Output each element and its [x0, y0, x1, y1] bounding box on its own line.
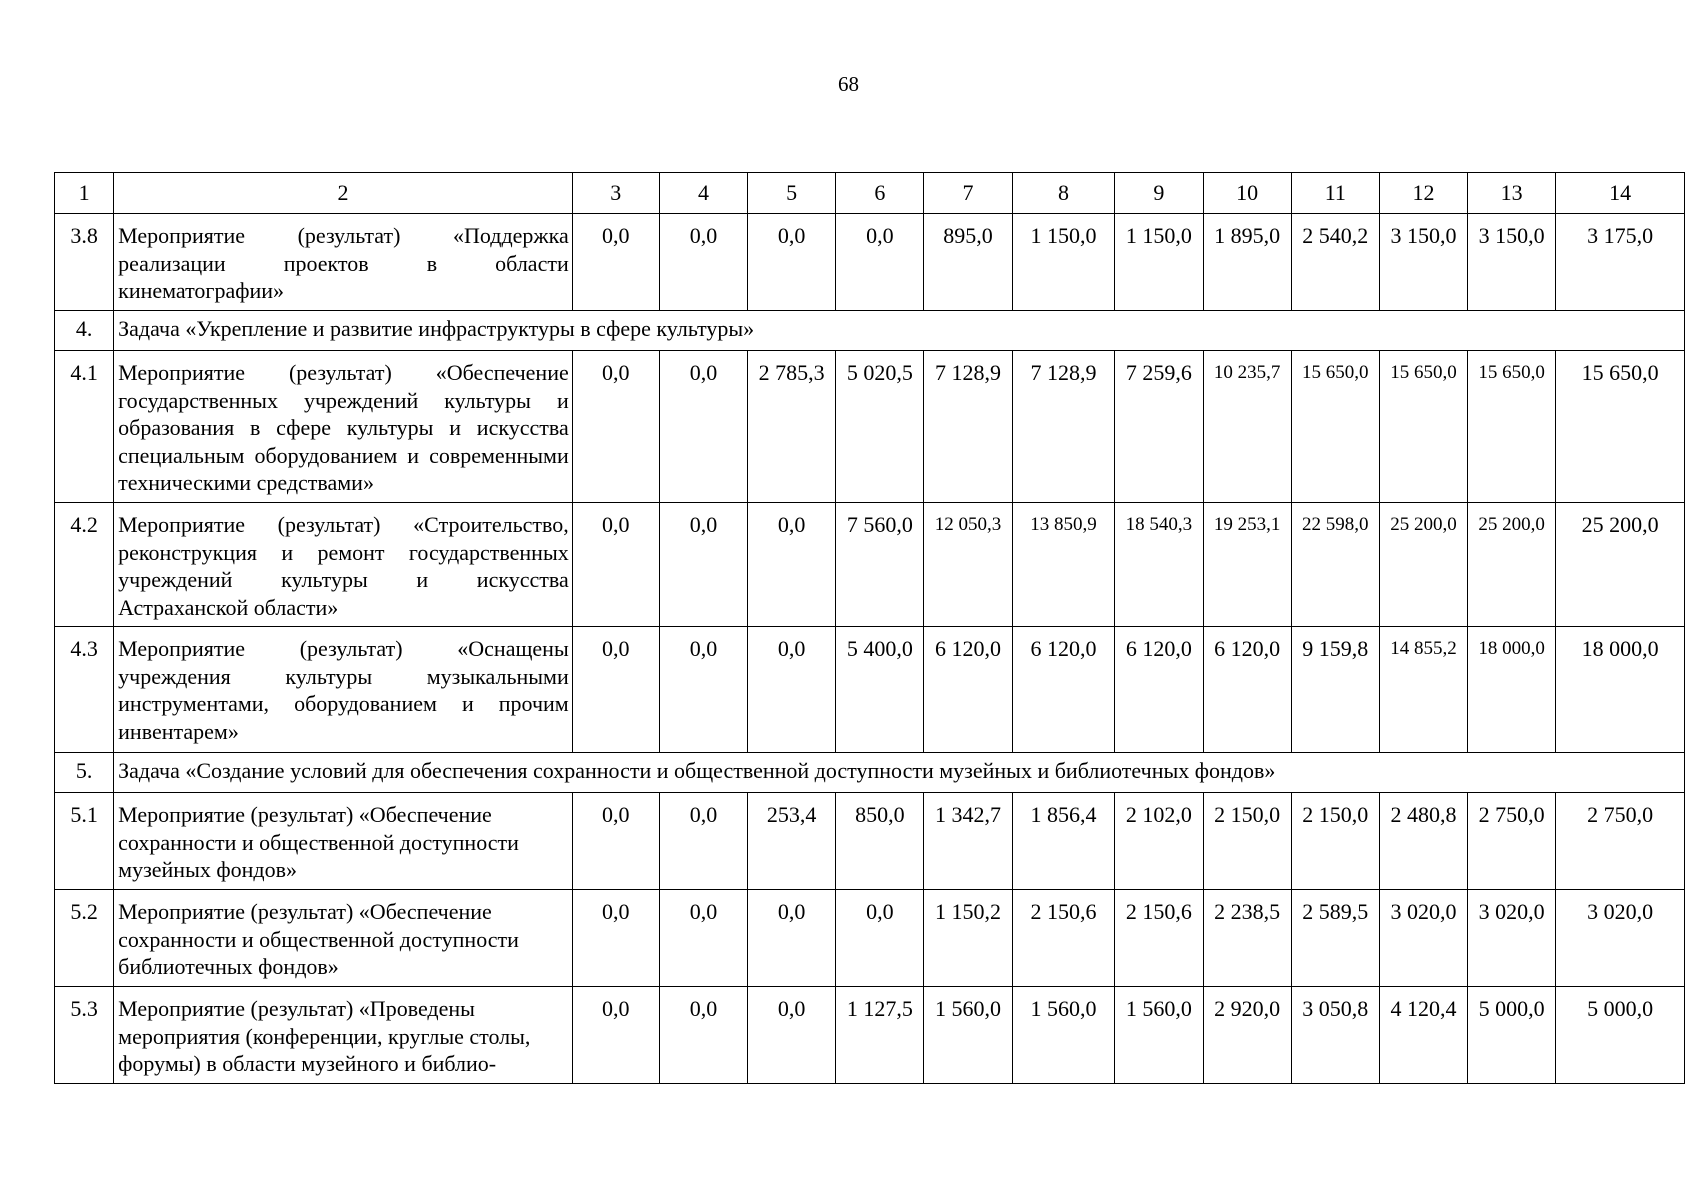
value-cell: 1 150,0 [1012, 214, 1115, 311]
value-cell: 2 150,0 [1291, 793, 1379, 890]
value-cell: 19 253,1 [1203, 503, 1291, 627]
value-cell: 0,0 [748, 987, 836, 1084]
row-description: Мероприятие (результат) «Оснащены учреждения культуры музыкальными инструментами, оборудованием и прочим инвентарем» [114, 627, 573, 753]
value-cell: 2 102,0 [1115, 793, 1203, 890]
value-cell: 0,0 [836, 214, 924, 311]
table-row [55, 890, 1685, 987]
row-number: 4.2 [55, 503, 114, 627]
value-cell: 6 120,0 [1012, 627, 1115, 753]
value-cell: 14 855,2 [1379, 627, 1467, 753]
value-cell: 0,0 [659, 890, 747, 987]
value-cell: 3 020,0 [1468, 890, 1556, 987]
task-title: Задача «Укрепление и развитие инфраструктуры в сфере культуры» [114, 311, 1685, 351]
value-cell: 3 050,8 [1291, 987, 1379, 1084]
value-cell: 0,0 [572, 890, 659, 987]
column-number: 8 [1012, 173, 1115, 214]
table-row [55, 793, 1685, 890]
column-number: 2 [114, 173, 573, 214]
column-number: 4 [659, 173, 747, 214]
value-cell: 1 856,4 [1012, 793, 1115, 890]
value-cell: 2 785,3 [748, 351, 836, 503]
value-cell: 3 020,0 [1379, 890, 1467, 987]
row-description: Мероприятие (результат) «Строительство, реконструкция и ремонт государственных учреждений культуры и искусства Астраханской области» [114, 503, 573, 627]
row-number: 5.1 [55, 793, 114, 890]
table-row [55, 987, 1685, 1084]
row-number: 3.8 [55, 214, 114, 311]
value-cell: 2 238,5 [1203, 890, 1291, 987]
value-cell: 13 850,9 [1012, 503, 1115, 627]
row-number: 4.3 [55, 627, 114, 753]
value-cell: 0,0 [572, 627, 659, 753]
value-cell: 0,0 [836, 890, 924, 987]
value-cell: 0,0 [748, 214, 836, 311]
value-cell: 0,0 [572, 793, 659, 890]
row-description: Мероприятие (результат) «Обеспечение государственных учреждений культуры и образования в сфере культуры и искусства специальным оборудованием и современными техническими средствами» [114, 351, 573, 503]
value-cell: 12 050,3 [924, 503, 1012, 627]
value-cell: 1 150,0 [1115, 214, 1203, 311]
value-cell: 3 020,0 [1556, 890, 1685, 987]
value-cell: 7 128,9 [924, 351, 1012, 503]
value-cell: 6 120,0 [924, 627, 1012, 753]
value-cell: 2 480,8 [1379, 793, 1467, 890]
table-row [55, 351, 1685, 503]
value-cell: 0,0 [572, 214, 659, 311]
column-number: 12 [1379, 173, 1467, 214]
value-cell: 2 540,2 [1291, 214, 1379, 311]
task-row [55, 311, 1685, 351]
value-cell: 0,0 [748, 503, 836, 627]
table-row [55, 503, 1685, 627]
value-cell: 2 589,5 [1291, 890, 1379, 987]
value-cell: 1 560,0 [924, 987, 1012, 1084]
column-number-row [55, 173, 1685, 214]
row-description: Мероприятие (результат) «Поддержка реализации проектов в области кинематографии» [114, 214, 573, 311]
row-number: 5.3 [55, 987, 114, 1084]
value-cell: 25 200,0 [1468, 503, 1556, 627]
budget-table [54, 172, 1685, 1084]
row-description: Мероприятие (результат) «Проведены мероприятия (конференции, круглые столы, форумы) в области музейного и библио- [114, 987, 573, 1084]
value-cell: 15 650,0 [1468, 351, 1556, 503]
value-cell: 15 650,0 [1379, 351, 1467, 503]
value-cell: 0,0 [572, 351, 659, 503]
value-cell: 25 200,0 [1379, 503, 1467, 627]
value-cell: 0,0 [659, 793, 747, 890]
value-cell: 0,0 [659, 503, 747, 627]
column-number: 9 [1115, 173, 1203, 214]
value-cell: 18 000,0 [1468, 627, 1556, 753]
value-cell: 2 150,0 [1203, 793, 1291, 890]
value-cell: 0,0 [572, 987, 659, 1084]
value-cell: 15 650,0 [1556, 351, 1685, 503]
row-number: 5. [55, 753, 114, 793]
value-cell: 6 120,0 [1115, 627, 1203, 753]
row-description: Мероприятие (результат) «Обеспечение сохранности и общественной доступности библиотечных фондов» [114, 890, 573, 987]
row-description: Мероприятие (результат) «Обеспечение сохранности и общественной доступности музейных фондов» [114, 793, 573, 890]
value-cell: 10 235,7 [1203, 351, 1291, 503]
task-title: Задача «Создание условий для обеспечения сохранности и общественной доступности музейных и библиотечных фондов» [114, 753, 1685, 793]
column-number: 3 [572, 173, 659, 214]
value-cell: 5 000,0 [1556, 987, 1685, 1084]
row-number: 4. [55, 311, 114, 351]
value-cell: 6 120,0 [1203, 627, 1291, 753]
value-cell: 2 750,0 [1468, 793, 1556, 890]
column-number: 6 [836, 173, 924, 214]
value-cell: 7 560,0 [836, 503, 924, 627]
row-number: 4.1 [55, 351, 114, 503]
value-cell: 850,0 [836, 793, 924, 890]
value-cell: 0,0 [659, 351, 747, 503]
value-cell: 3 175,0 [1556, 214, 1685, 311]
value-cell: 895,0 [924, 214, 1012, 311]
value-cell: 1 342,7 [924, 793, 1012, 890]
value-cell: 15 650,0 [1291, 351, 1379, 503]
value-cell: 25 200,0 [1556, 503, 1685, 627]
value-cell: 9 159,8 [1291, 627, 1379, 753]
column-number: 7 [924, 173, 1012, 214]
value-cell: 7 128,9 [1012, 351, 1115, 503]
value-cell: 0,0 [659, 214, 747, 311]
table-row [55, 214, 1685, 311]
value-cell: 0,0 [748, 627, 836, 753]
value-cell: 1 127,5 [836, 987, 924, 1084]
value-cell: 4 120,4 [1379, 987, 1467, 1084]
value-cell: 18 000,0 [1556, 627, 1685, 753]
value-cell: 5 400,0 [836, 627, 924, 753]
column-number: 13 [1468, 173, 1556, 214]
column-number: 14 [1556, 173, 1685, 214]
value-cell: 1 560,0 [1115, 987, 1203, 1084]
column-number: 11 [1291, 173, 1379, 214]
value-cell: 1 150,2 [924, 890, 1012, 987]
value-cell: 1 895,0 [1203, 214, 1291, 311]
value-cell: 3 150,0 [1468, 214, 1556, 311]
value-cell: 2 750,0 [1556, 793, 1685, 890]
column-number: 10 [1203, 173, 1291, 214]
value-cell: 0,0 [748, 890, 836, 987]
value-cell: 1 560,0 [1012, 987, 1115, 1084]
column-number: 5 [748, 173, 836, 214]
value-cell: 18 540,3 [1115, 503, 1203, 627]
column-number: 1 [55, 173, 114, 214]
task-row [55, 753, 1685, 793]
value-cell: 7 259,6 [1115, 351, 1203, 503]
value-cell: 3 150,0 [1379, 214, 1467, 311]
table-row [55, 627, 1685, 753]
value-cell: 0,0 [659, 987, 747, 1084]
page-number: 68 [838, 72, 859, 96]
value-cell: 253,4 [748, 793, 836, 890]
value-cell: 2 150,6 [1012, 890, 1115, 987]
value-cell: 0,0 [572, 503, 659, 627]
value-cell: 2 150,6 [1115, 890, 1203, 987]
value-cell: 2 920,0 [1203, 987, 1291, 1084]
value-cell: 0,0 [659, 627, 747, 753]
value-cell: 5 020,5 [836, 351, 924, 503]
value-cell: 22 598,0 [1291, 503, 1379, 627]
row-number: 5.2 [55, 890, 114, 987]
value-cell: 5 000,0 [1468, 987, 1556, 1084]
